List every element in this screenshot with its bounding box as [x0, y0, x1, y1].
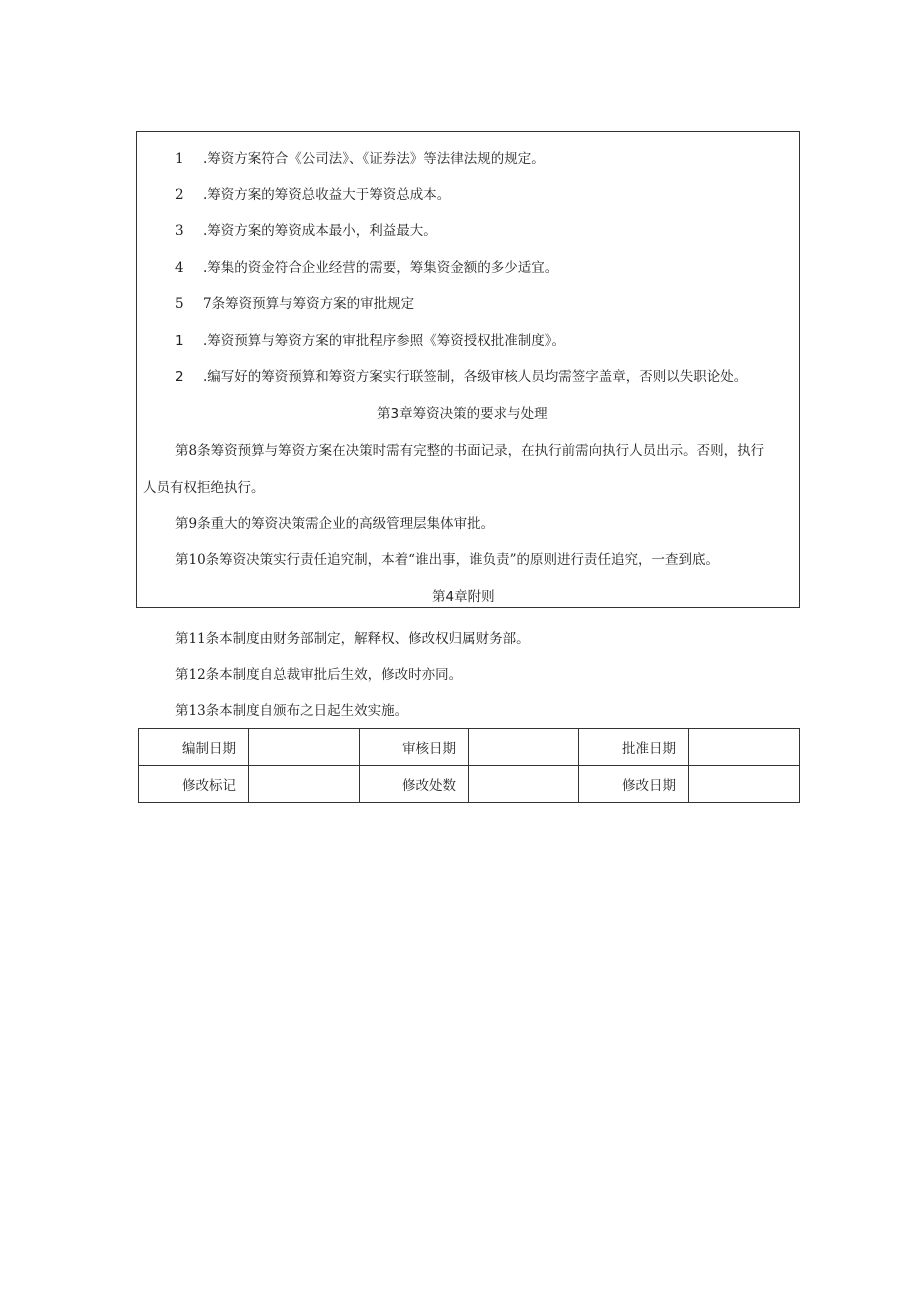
sign-off-table	[138, 728, 800, 803]
list-item	[175, 295, 414, 313]
review-date-label: 审核日期	[360, 729, 469, 766]
list-item-text: .筹资方案的筹资总收益大于筹资总成本。	[203, 187, 451, 203]
revision-mark-field[interactable]	[249, 766, 360, 803]
list-item	[175, 368, 747, 386]
list-item	[175, 186, 450, 204]
list-item-number: 2	[175, 369, 184, 385]
table-row	[139, 766, 800, 803]
revision-date-label: 修改日期	[579, 766, 689, 803]
list-item-number: 2	[175, 187, 184, 203]
chapter-3-title: 第3章筹资决策的要求与处理	[377, 406, 548, 422]
list-item-text: .筹资方案的筹资成本最小，利益最大。	[203, 223, 437, 239]
list-item-text: .筹资方案符合《公司法》、《证券法》等法律法规的规定。	[203, 151, 545, 167]
revision-date-field[interactable]	[689, 766, 800, 803]
chapter-4-title: 第4章附则	[432, 589, 495, 605]
list-item	[175, 259, 558, 277]
list-item-number: 3	[175, 223, 184, 239]
table-row	[139, 729, 800, 766]
revision-mark-label: 修改标记	[139, 766, 249, 803]
list-item-number: 1	[175, 151, 184, 167]
list-item-number: 1	[175, 333, 184, 349]
compile-date-label: 编制日期	[139, 729, 249, 766]
list-item-number: 4	[175, 260, 184, 276]
article-8-line-2: 人员有权拒绝执行。	[143, 480, 265, 496]
article-13: 第13条本制度自颁布之日起生效实施。	[175, 703, 409, 719]
article-11: 第11条本制度由财务部制定，解释权、修改权归属财务部。	[175, 631, 530, 647]
compile-date-field[interactable]	[249, 729, 360, 766]
list-item	[175, 332, 565, 350]
list-item-text: .筹资预算与筹资方案的审批程序参照《筹资授权批准制度》。	[203, 333, 566, 349]
article-9: 第9条重大的筹资决策需企业的高级管理层集体审批。	[175, 516, 495, 532]
list-item	[175, 150, 545, 168]
list-item-text: .筹集的资金符合企业经营的需要，筹集资金额的多少适宜。	[203, 260, 559, 276]
revision-count-field[interactable]	[469, 766, 579, 803]
review-date-field[interactable]	[469, 729, 579, 766]
revision-count-label: 修改处数	[360, 766, 469, 803]
approval-date-label: 批准日期	[579, 729, 689, 766]
approval-date-field[interactable]	[689, 729, 800, 766]
article-8-line-1: 第8条筹资预算与筹资方案在决策时需有完整的书面记录，在执行前需向执行人员出示。否则，执行	[175, 443, 765, 459]
list-item	[175, 222, 437, 240]
article-12: 第12条本制度自总裁审批后生效，修改时亦同。	[175, 667, 463, 683]
list-item-text: 7条筹资预算与筹资方案的审批规定	[203, 296, 415, 312]
article-10: 第10条筹资决策实行责任追究制，本着“谁出事，谁负责”的原则进行责任追究，一查到底。	[175, 552, 719, 568]
list-item-text: .编写好的筹资预算和筹资方案实行联签制，各级审核人员均需签字盖章，否则以失职论处。	[203, 369, 748, 385]
list-item-number: 5	[175, 296, 184, 312]
